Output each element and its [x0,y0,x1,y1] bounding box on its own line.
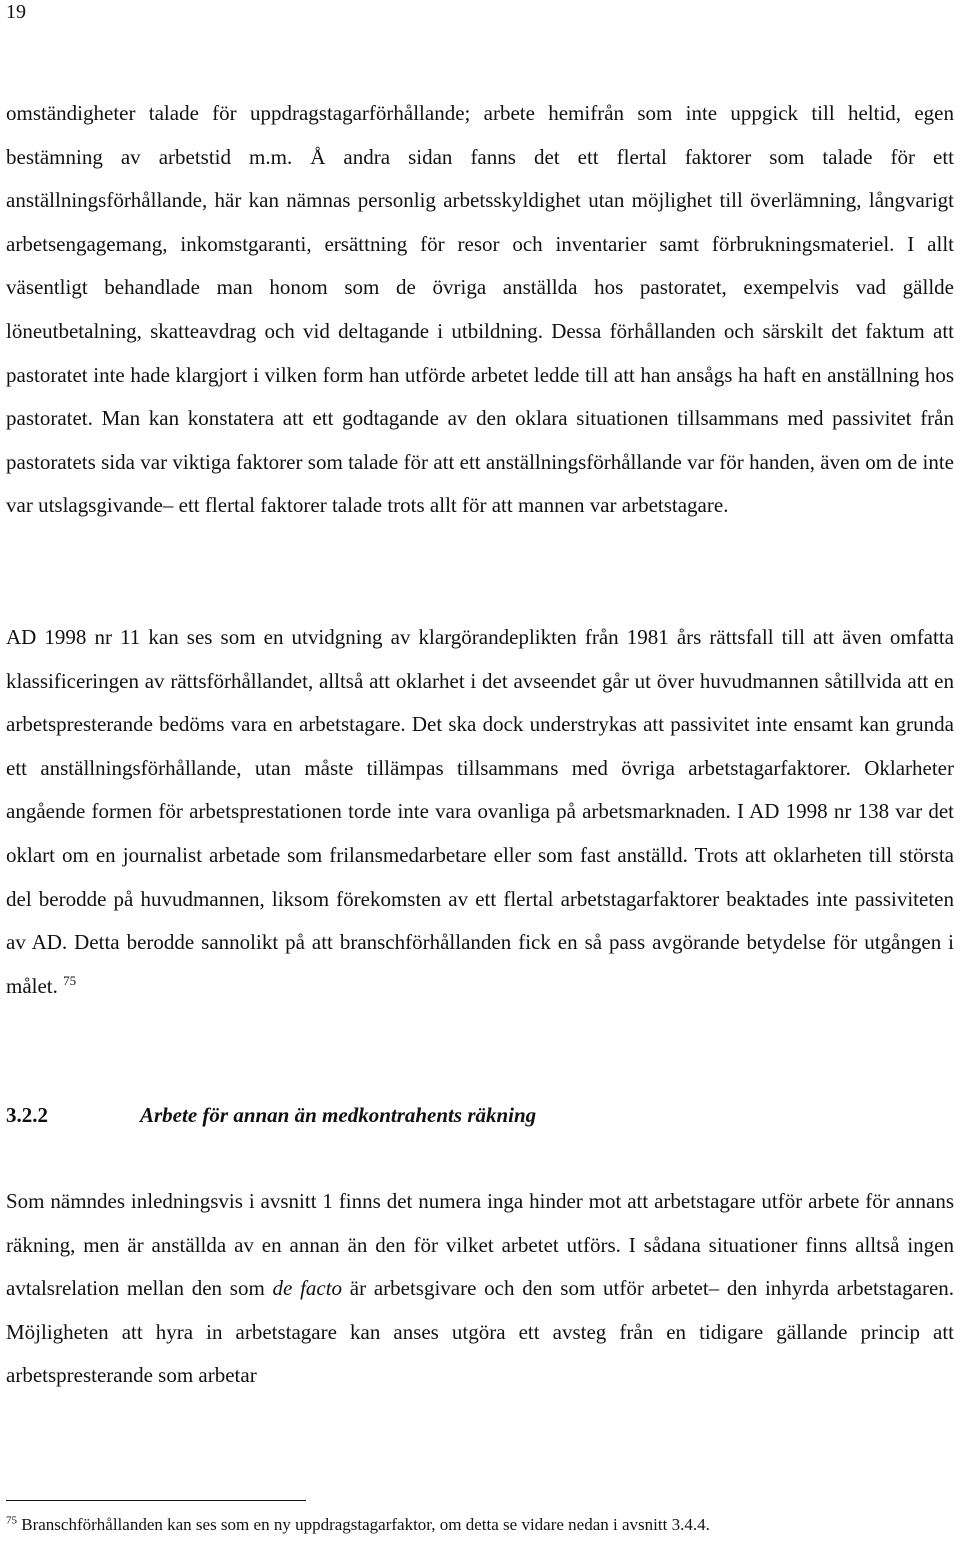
page-number: 19 [6,1,26,23]
paragraph-3-text-start: Som nämndes inledningsvis i avsnitt 1 finns det numera inga hinder mot att arbetstagare utför arbete för annans räkning, men är anställda av en annan än den för vilket arbetet utförs. I sådana situationer finns alltså ingen avtalsrelation mellan den som [6,1189,954,1301]
paragraph-3 [6,1180,954,1398]
paragraph-2-text: AD 1998 nr 11 kan ses som en utvidgning av klargörandeplikten från 1981 års rättsfall till att även omfatta klassificeringen av rättsförhållandet, alltså att oklarhet i det avseendet går ut över huvudmannen såtillvida att en arbetspresterande bedöms vara en arbetstagare. Det ska dock understrykas att passivitet inte ensamt kan grunda ett anställningsförhållande, utan måste tillämpas tillsammans med övriga arbetstagarfaktorer. Oklarheter angående formen för arbetsprestationen torde inte vara ovanliga på arbetsmarknaden. I AD 1998 nr 138 var det oklart om en journalist arbetade som frilansmedarbetare eller som fast anställd. Trots att oklarheten till största del berodde på huvudmannen, liksom förekomsten av ett flertal arbetstagarfaktorer beaktades inte passiviteten av AD. Detta berodde sannolikt på att branschförhållanden fick en så pass avgörande betydelse för utgången i målet. [6,625,954,998]
footnote [6,1514,710,1536]
footnote-divider [6,1500,306,1501]
footnote-text: Branschförhållanden kan ses som en ny uppdragstagarfaktor, om detta se vidare nedan i avsnitt 3.4.4. [17,1515,710,1534]
section-title: Arbete för annan än medkontrahents räkning [140,1103,537,1127]
paragraph-3-italic: de facto [272,1276,343,1301]
footnote-number: 75 [6,1514,17,1527]
section-heading [6,1094,536,1137]
paragraph-2 [6,616,954,1008]
section-number: 3.2.2 [6,1103,48,1127]
paragraph-3-text-end: är arbetsgivare och den som utför arbetet– den inhyrda arbetstagaren. Möjligheten att hyra in arbetstagare kan anses utgöra ett avsteg från en tidigare gällande princip att arbetspresterande som arbetar [6,1276,955,1388]
footnote-reference: 75 [63,972,77,988]
paragraph-1: omständigheter talade för uppdragstagarförhållande; arbete hemifrån som inte uppgick till heltid, egen bestämning av arbetstid m.m. Å andra sidan fanns det ett flertal faktorer som talade för ett anställningsförhållande, här kan nämnas personlig arbetsskyldighet utan möjlighet till överlämning, långvarigt arbetsengagemang, inkomstgaranti, ersättning för resor och inventarier samt förbrukningsmateriel. I allt väsentligt behandlade man honom som de övriga anställda hos pastoratet, exempelvis vad gällde löneutbetalning, skatteavdrag och vid deltagande i utbildning. Dessa förhållanden och särskilt det faktum att pastoratet inte hade klargjort i vilken form han utförde arbetet ledde till att han ansågs ha haft en anställning hos pastoratet. Man kan konstatera att ett godtagande av den oklara situationen tillsammans med passivitet från pastoratets sida var viktiga faktorer som talade för att ett anställningsförhållande var för handen, även om de inte var utslagsgivande– ett flertal faktorer talade trots allt för att mannen var arbetstagare. [6,101,954,518]
